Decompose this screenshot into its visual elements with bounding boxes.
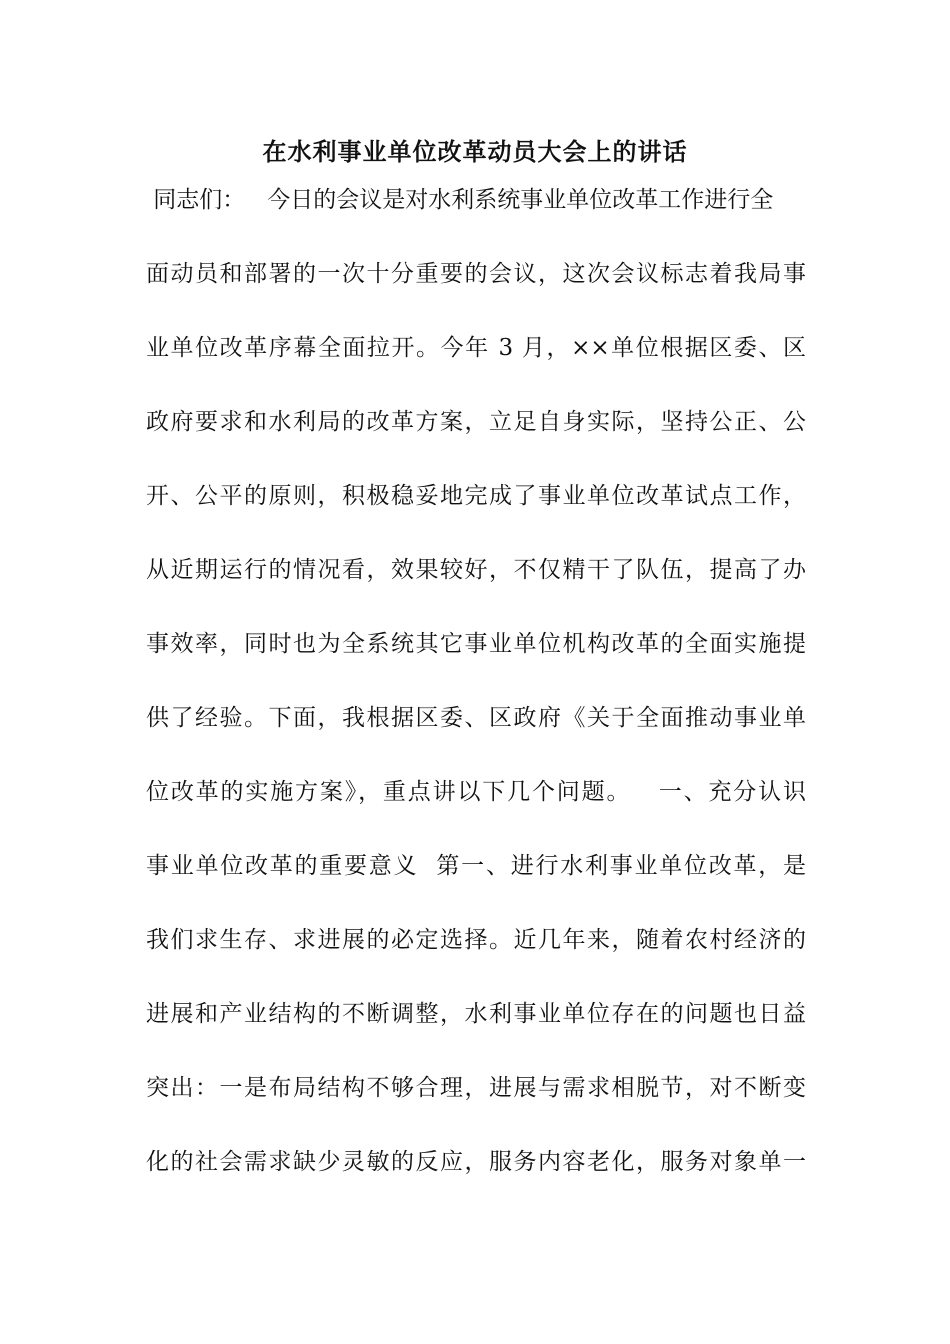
body-line: 化的社会需求缺少灵敏的反应，服务内容老化，服务对象单一 — [146, 1149, 806, 1175]
body-line: 我们求生存、求进展的必定选择。近几年来，随着农村经济的 — [146, 927, 806, 953]
body-line: 业单位改革序幕全面拉开。今年 3 月，××单位根据区委、区 — [146, 335, 806, 361]
body-line: 政府要求和水利局的改革方案，立足自身实际，坚持公正、公 — [146, 409, 806, 435]
body-line: 事业单位改革的重要意义 第一、进行水利事业单位改革，是 — [146, 853, 806, 879]
body-line: 位改革的实施方案》，重点讲以下几个问题。 一、充分认识 — [146, 779, 806, 805]
body-line: 同志们： 今日的会议是对水利系统事业单位改革工作进行全 — [146, 187, 774, 213]
body-line: 突出：一是布局结构不够合理，进展与需求相脱节，对不断变 — [146, 1075, 806, 1101]
document-body — [146, 180, 806, 1216]
body-line: 开、公平的原则，积极稳妥地完成了事业单位改革试点工作， — [146, 483, 806, 509]
body-line: 供了经验。下面，我根据区委、区政府《关于全面推动事业单 — [146, 705, 806, 731]
body-line: 事效率，同时也为全系统其它事业单位机构改革的全面实施提 — [146, 631, 806, 657]
body-line: 面动员和部署的一次十分重要的会议，这次会议标志着我局事 — [146, 261, 806, 287]
body-line: 从近期运行的情况看，效果较好，不仅精干了队伍，提高了办 — [146, 557, 806, 583]
document-title: 在水利事业单位改革动员大会上的讲话 — [262, 138, 688, 166]
body-line: 进展和产业结构的不断调整，水利事业单位存在的问题也日益 — [146, 1001, 806, 1027]
